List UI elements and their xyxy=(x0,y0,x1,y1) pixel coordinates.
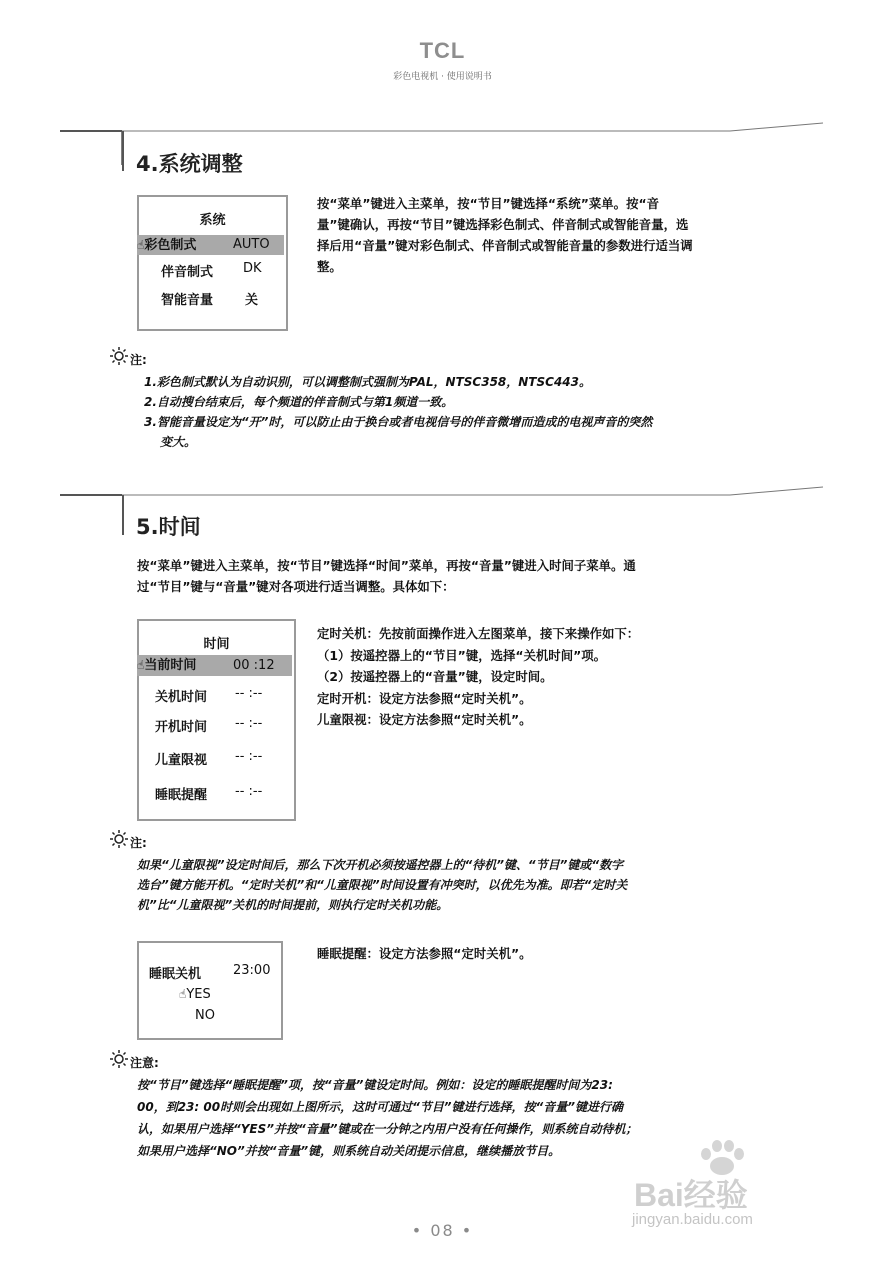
menu-value: DK xyxy=(243,261,262,276)
sleep-row xyxy=(149,963,271,982)
para-line: 儿童限视：设定方法参照“定时关机”。 xyxy=(317,712,532,727)
header-subtitle: 彩色电视机 · 使用说明书 xyxy=(393,72,492,82)
sun-icon xyxy=(110,830,128,848)
menu-label: 彩色制式 xyxy=(144,238,197,253)
note-line: 00，到23: 00时则会出现如上图所示，这时可通过“节目”键进行选择，按“音量”键进行确 xyxy=(137,1100,623,1114)
menu-value: -- :-- xyxy=(235,784,263,799)
hand-cursor-icon: ☝ xyxy=(137,238,145,252)
time-menu-row-off[interactable] xyxy=(155,686,263,705)
note-line: 选台”键方能开机。“定时关机”和“儿童限视”时间设置有冲突时，以优先为准。即若“定时关 xyxy=(137,878,628,892)
section4-note-label: 注: xyxy=(130,353,147,367)
sleep-time: 23:00 xyxy=(233,963,271,978)
section5-divider xyxy=(0,486,885,516)
sleep-dialog xyxy=(137,941,283,1040)
system-menu xyxy=(137,195,288,331)
menu-value: -- :-- xyxy=(235,686,263,701)
para-line: 定时开机：设定方法参照“定时关机”。 xyxy=(317,690,532,706)
menu-value: 00 :12 xyxy=(233,658,275,673)
brand-logo: TCL xyxy=(419,38,466,63)
menu-label: 关机时间 xyxy=(155,690,208,705)
time-menu-row-child[interactable] xyxy=(155,749,263,768)
para-line: 择后用“音量”键对彩色制式、伴音制式或智能音量的参数进行适当调 xyxy=(317,238,693,253)
para-line: （1）按遥控器上的“节目”键，选择“关机时间”项。 xyxy=(317,647,607,663)
section5-note xyxy=(137,855,827,915)
para-line: 整。 xyxy=(317,259,342,274)
section5-note-label: 注: xyxy=(130,836,147,850)
menu-label: 智能音量 xyxy=(161,293,214,308)
para-line: 过“节目”键与“音量”键对各项进行适当调整。具体如下： xyxy=(137,579,455,594)
sleep-label: 睡眠关机 xyxy=(149,967,202,982)
system-menu-row-color[interactable] xyxy=(137,235,284,255)
time-menu-row-current[interactable] xyxy=(137,655,292,676)
sleep-no-option[interactable]: NO xyxy=(195,1008,215,1023)
para-line: （2）按遥控器上的“音量”键，设定时间。 xyxy=(317,669,553,684)
menu-value: -- :-- xyxy=(235,749,263,764)
notice-label: 注意: xyxy=(130,1056,159,1070)
menu-label: 当前时间 xyxy=(144,658,197,673)
note-line: 按“节目”键选择“睡眠提醒”项，按“音量”键设定时间。例如：设定的睡眠提醒时间为23: xyxy=(137,1078,613,1092)
system-menu-row-volume[interactable] xyxy=(161,289,259,308)
watermark-brand: Bai经验 xyxy=(634,1177,748,1213)
sun-icon xyxy=(110,1050,128,1068)
note-line: 如果“儿童限视”设定时间后，那么下次开机必须按遥控器上的“待机”键、“节目”键或“数字 xyxy=(137,858,624,872)
page-number: • 08 • xyxy=(411,1221,474,1240)
sleep-yes-option[interactable] xyxy=(179,987,211,1002)
sleep-desc: 睡眠提醒：设定方法参照“定时关机”。 xyxy=(317,946,532,961)
menu-label: 伴音制式 xyxy=(161,265,214,280)
section4-title: 4.系统调整 xyxy=(136,152,243,176)
hand-cursor-icon: ☝ xyxy=(179,987,187,1001)
menu-value: 关 xyxy=(245,293,259,308)
para-line: 按“菜单”键进入主菜单，按“节目”键选择“时间”菜单，再按“音量”键进入时间子菜单。通 xyxy=(137,558,636,573)
watermark-url: jingyan.baidu.com xyxy=(632,1211,753,1228)
time-menu-title: 时间 xyxy=(203,637,230,652)
section4-paragraph xyxy=(317,193,817,277)
menu-value: -- :-- xyxy=(235,716,263,731)
sun-icon xyxy=(110,347,128,365)
note-line: 如果用户选择“NO”并按“音量”键，则系统自动关闭提示信息，继续播放节目。 xyxy=(137,1144,561,1158)
hand-cursor-icon: ☝ xyxy=(137,658,145,672)
yes-label: YES xyxy=(186,987,211,1002)
section5-divider-tick xyxy=(122,495,124,535)
para-line: 量”键确认，再按“节目”键选择彩色制式、伴音制式或智能音量，选 xyxy=(317,217,689,232)
section5-intro xyxy=(137,555,817,597)
time-menu-row-on[interactable] xyxy=(155,716,263,735)
menu-value: AUTO xyxy=(233,237,270,252)
time-menu xyxy=(137,619,296,821)
section4-divider-tick xyxy=(122,131,124,171)
system-menu-title: 系统 xyxy=(199,213,226,228)
note-line: 2.自动搜台结束后，每个频道的伴音制式与第1频道一致。 xyxy=(144,395,454,409)
note-line: 1.彩色制式默认为自动识别，可以调整制式强制为PAL，NTSC358，NTSC443。 xyxy=(144,375,591,389)
section4-divider xyxy=(0,120,885,150)
note-line: 变大。 xyxy=(160,435,197,449)
menu-label: 开机时间 xyxy=(155,720,208,735)
section4-note xyxy=(144,372,824,452)
time-menu-row-sleep[interactable] xyxy=(155,784,263,803)
section5-title: 5.时间 xyxy=(136,515,201,539)
note-line: 认，如果用户选择“YES”并按“音量”键或在一分钟之内用户没有任何操作，则系统自动待机； xyxy=(137,1122,638,1136)
note-line: 机”比“儿童限视”关机的时间提前，则执行定时关机功能。 xyxy=(137,898,449,912)
menu-label: 睡眠提醒 xyxy=(155,788,208,803)
note-line: 3.智能音量设定为“开”时，可以防止由于换台或者电视信号的伴音微增而造成的电视声音的突然 xyxy=(144,415,653,429)
system-menu-row-sound[interactable] xyxy=(161,261,262,280)
para-line: 定时关机：先按前面操作进入左图菜单，接下来操作如下： xyxy=(317,626,640,641)
section5-desc xyxy=(317,623,817,731)
para-line: 按“菜单”键进入主菜单，按“节目”键选择“系统”菜单。按“音 xyxy=(317,196,659,211)
menu-label: 儿童限视 xyxy=(155,753,208,768)
